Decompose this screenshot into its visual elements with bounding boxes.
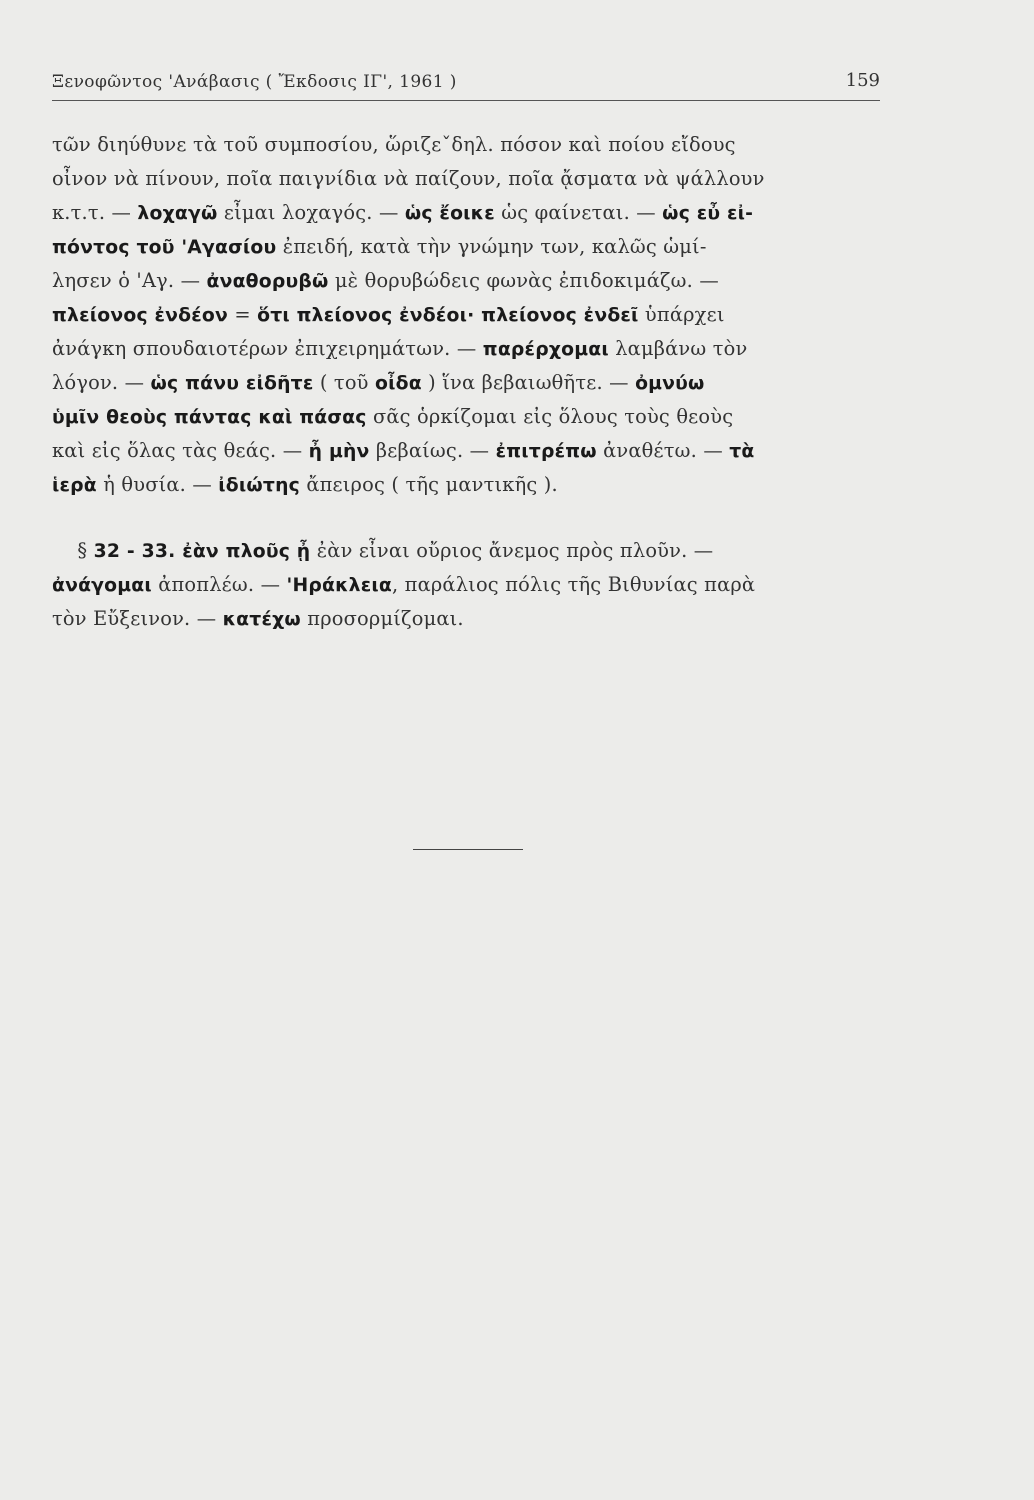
page-number: 159: [845, 70, 880, 91]
lemma: τὰ: [729, 440, 755, 462]
gloss: ἡ θυσία. —: [96, 473, 219, 496]
gloss: §: [52, 539, 94, 562]
gloss: μὲ θορυβώδεις φωνὰς ἐπιδοκιμάζω. —: [328, 269, 719, 292]
lemma: λοχαγῶ: [137, 202, 218, 224]
gloss: καὶ εἰς ὅλας τὰς θεάς. —: [52, 439, 309, 462]
text-line: [52, 128, 882, 162]
lemma: ὡς εὖ εἰ-: [662, 202, 754, 224]
gloss: τὸν Εὔξεινον. —: [52, 607, 223, 630]
gloss: ( τοῦ: [313, 371, 375, 394]
text-line: [52, 568, 882, 602]
text-line: [52, 400, 882, 434]
gloss: λησεν ὁ 'Αγ. —: [52, 269, 207, 292]
text-line: [52, 332, 882, 366]
lemma: παρέρχομαι: [482, 338, 609, 360]
gloss: οἶνον νὰ πίνουν, ποῖα παιγνίδια νὰ παίζουν, ποῖα ᾄσματα νὰ ψάλλουν: [52, 167, 765, 190]
text-line: [52, 434, 882, 468]
text-line: [52, 196, 882, 230]
lemma: ὑμῖν θεοὺς πάντας καὶ πάσας: [52, 406, 367, 428]
lemma: ὡς ἔοικε: [404, 202, 495, 224]
gloss: εἶμαι λοχαγός. —: [217, 201, 405, 224]
gloss: ὑπάρχει: [638, 303, 725, 326]
lemma: κατέχω: [222, 608, 301, 630]
text-line: [52, 298, 882, 332]
gloss: ἀναθέτω. —: [596, 439, 730, 462]
gloss: κ.τ.τ. —: [52, 201, 138, 224]
gloss: ἐὰν εἶναι οὔριος ἄνεμος πρὸς πλοῦν. —: [310, 539, 714, 562]
lemma: ὅτι πλείονος ἐνδέοι· πλείονος ἐνδεῖ: [257, 304, 639, 326]
text-line: [52, 534, 882, 568]
lemma: ὡς πάνυ εἰδῆτε: [150, 372, 314, 394]
lemma: οἶδα: [374, 372, 422, 394]
text-line: [52, 468, 882, 502]
lemma: ἱερὰ: [52, 474, 97, 496]
lemma: ἰδιώτης: [218, 474, 301, 496]
lemma: ἀναθορυβῶ: [206, 270, 329, 292]
lemma: πλείονος ἐνδέον: [52, 304, 228, 326]
section-divider: [413, 849, 523, 850]
text-line: [52, 264, 882, 298]
page-header: [52, 66, 880, 96]
gloss: =: [227, 303, 258, 326]
lemma: πόντος τοῦ 'Αγασίου: [52, 236, 277, 258]
text-line: [52, 602, 882, 636]
text-line: [52, 230, 882, 264]
gloss: προσορμίζομαι.: [300, 607, 464, 630]
lemma: ἐπιτρέπω: [495, 440, 597, 462]
gloss: ἄπειρος ( τῆς μαντικῆς ).: [300, 473, 558, 496]
gloss: ) ἵνα βεβαιωθῆτε. —: [421, 371, 636, 394]
header-rule: [52, 100, 880, 101]
gloss: ἐπειδή, κατὰ τὴν γνώμην των, καλῶς ὡμί-: [276, 235, 707, 258]
gloss: λόγον. —: [52, 371, 151, 394]
running-head: Ξενοφῶντος 'Ανάβασις ( Ἔκδοσις ΙΓ', 1961 ): [52, 72, 457, 92]
gloss: ὡς φαίνεται. —: [494, 201, 663, 224]
lemma: ὀμνύω: [635, 372, 705, 394]
text-line: [52, 366, 882, 400]
gloss: βεβαίως. —: [369, 439, 496, 462]
gloss: λαμβάνω τὸν: [608, 337, 748, 360]
gloss: , παράλιος πόλις τῆς Βιθυνίας παρὰ: [391, 573, 756, 596]
gloss: τῶν διηύθυνε τὰ τοῦ συμποσίου, ὥριζεˇδηλ. πόσον καὶ ποίου εἴδους: [52, 133, 736, 156]
lemma: ἀνάγομαι: [52, 574, 152, 596]
lemma: 32 - 33. ἐὰν πλοῦς ᾖ: [93, 540, 311, 562]
lemma: 'Ηράκλεια: [286, 574, 392, 596]
lemma: ἦ μὴν: [308, 440, 370, 462]
text-line: [52, 162, 882, 196]
gloss: ἀποπλέω. —: [151, 573, 287, 596]
gloss: ἀνάγκη σπουδαιοτέρων ἐπιχειρημάτων. —: [52, 337, 483, 360]
commentary-text: [52, 128, 892, 636]
gloss: σᾶς ὁρκίζομαι εἰς ὅλους τοὺς θεοὺς: [366, 405, 734, 428]
